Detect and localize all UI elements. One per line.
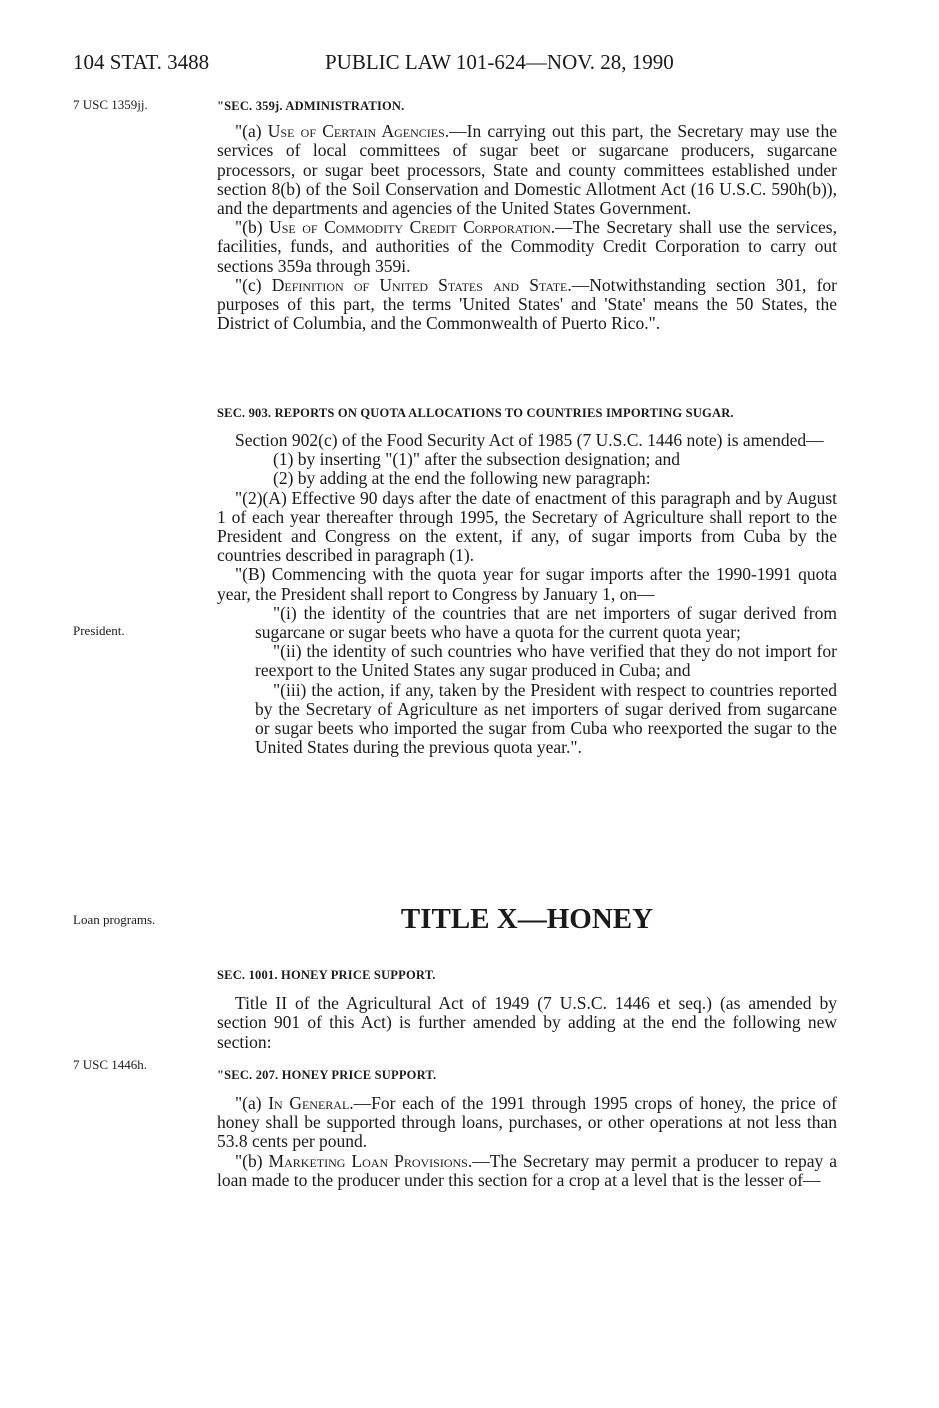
title-heading: TITLE X—HONEY [400, 903, 654, 935]
subsection-a: "(a) In General.—For each of the 1991 through 1995 crops of honey, the price of honey shall be supported through loans, purchases, or other operations at not less than 53.8 cents per pound. [217, 1093, 837, 1152]
law-reference: PUBLIC LAW 101-624—NOV. 28, 1990 [325, 50, 674, 74]
clause-i: "(i) the identity of the countries that are net importers of sugar derived from sugarcane or sugar beets who have a quota for the current quota year; [255, 602, 837, 643]
subsection-b: "(b) Marketing Loan Provisions.—The Secretary may permit a producer to repay a loan made to the producer under this section for a crop at a level that is the lesser of— [217, 1150, 837, 1190]
section-207-heading: "SEC. 207. HONEY PRICE SUPPORT. [217, 1067, 437, 1082]
clause-ii: "(ii) the identity of such countries who have verified that they do not import for reexport to the United States any sugar produced in Cuba; and [255, 641, 837, 681]
margin-note-president: President. [73, 623, 125, 638]
subsection-c: "(c) Definition of United States and State.—Notwithstanding section 301, for purposes of this part, the terms 'United States' and 'State' means the 50 States, the District of Columbia, and the Commonwealth of Puerto Rico.". [217, 274, 837, 334]
clause-iii: "(iii) the action, if any, taken by the President with respect to countries reported by the Secretary of Agriculture as net importers of sugar derived from sugarcane or sugar beets who imported the sugar from Cuba who reexported the sugar to the United States during the previous quota year.". [255, 679, 837, 758]
paragraph-2a: "(2)(A) Effective 90 days after the date of enactment of this paragraph and by August 1 of each year thereafter through 1995, the Secretary of Agriculture shall report to the President and Congress on the extent, if any, of sugar imports from Cuba by the countries described in paragraph (1). [217, 487, 837, 566]
list-item: (1) by inserting "(1)" after the subsection designation; and [273, 449, 680, 470]
section-heading: SEC. 903. REPORTS ON QUOTA ALLOCATIONS TO COUNTRIES IMPORTING SUGAR. [217, 406, 734, 420]
section-359j [217, 97, 837, 333]
section-903 [217, 405, 837, 757]
section-intro: Title II of the Agricultural Act of 1949 (7 U.S.C. 1446 et seq.) (as amended by section 901 of this Act) is further amended by adding at the end the following new section: [217, 993, 837, 1052]
stat-reference: 104 STAT. 3488 [73, 50, 210, 74]
list-item: (2) by adding at the end the following new paragraph: [273, 468, 651, 489]
section-1001 [217, 966, 837, 1190]
section-heading: "SEC. 359j. ADMINISTRATION. [217, 99, 405, 113]
section-heading: SEC. 1001. HONEY PRICE SUPPORT. [217, 968, 436, 982]
section-intro: Section 902(c) of the Food Security Act of 1985 (7 U.S.C. 1446 note) is amended— [235, 430, 824, 450]
paragraph-b: "(B) Commencing with the quota year for sugar imports after the 1990-1991 quota year, the President shall report to Congress by January 1, on— [217, 564, 837, 604]
margin-note-loan-programs: Loan programs. [73, 912, 156, 927]
subsection-a: "(a) Use of Certain Agencies.—In carrying out this part, the Secretary may use the services of local committees of sugar beet or sugarcane producers, sugarcane processors, or sugar beet processors, State and county committees established under section 8(b) of the Soil Conservation and Domestic Allotment Act (16 U.S.C. 590h(b)), and the departments and agencies of the United States Government. [217, 121, 837, 219]
margin-note-usc-1446h: 7 USC 1446h. [73, 1057, 148, 1072]
margin-note-usc-1359jj: 7 USC 1359jj. [73, 97, 148, 112]
subsection-b: "(b) Use of Commodity Credit Corporation.—The Secretary shall use the services, facilities, funds, and authorities of the Commodity Credit Corporation to carry out sections 359a through 359i. [217, 217, 837, 276]
